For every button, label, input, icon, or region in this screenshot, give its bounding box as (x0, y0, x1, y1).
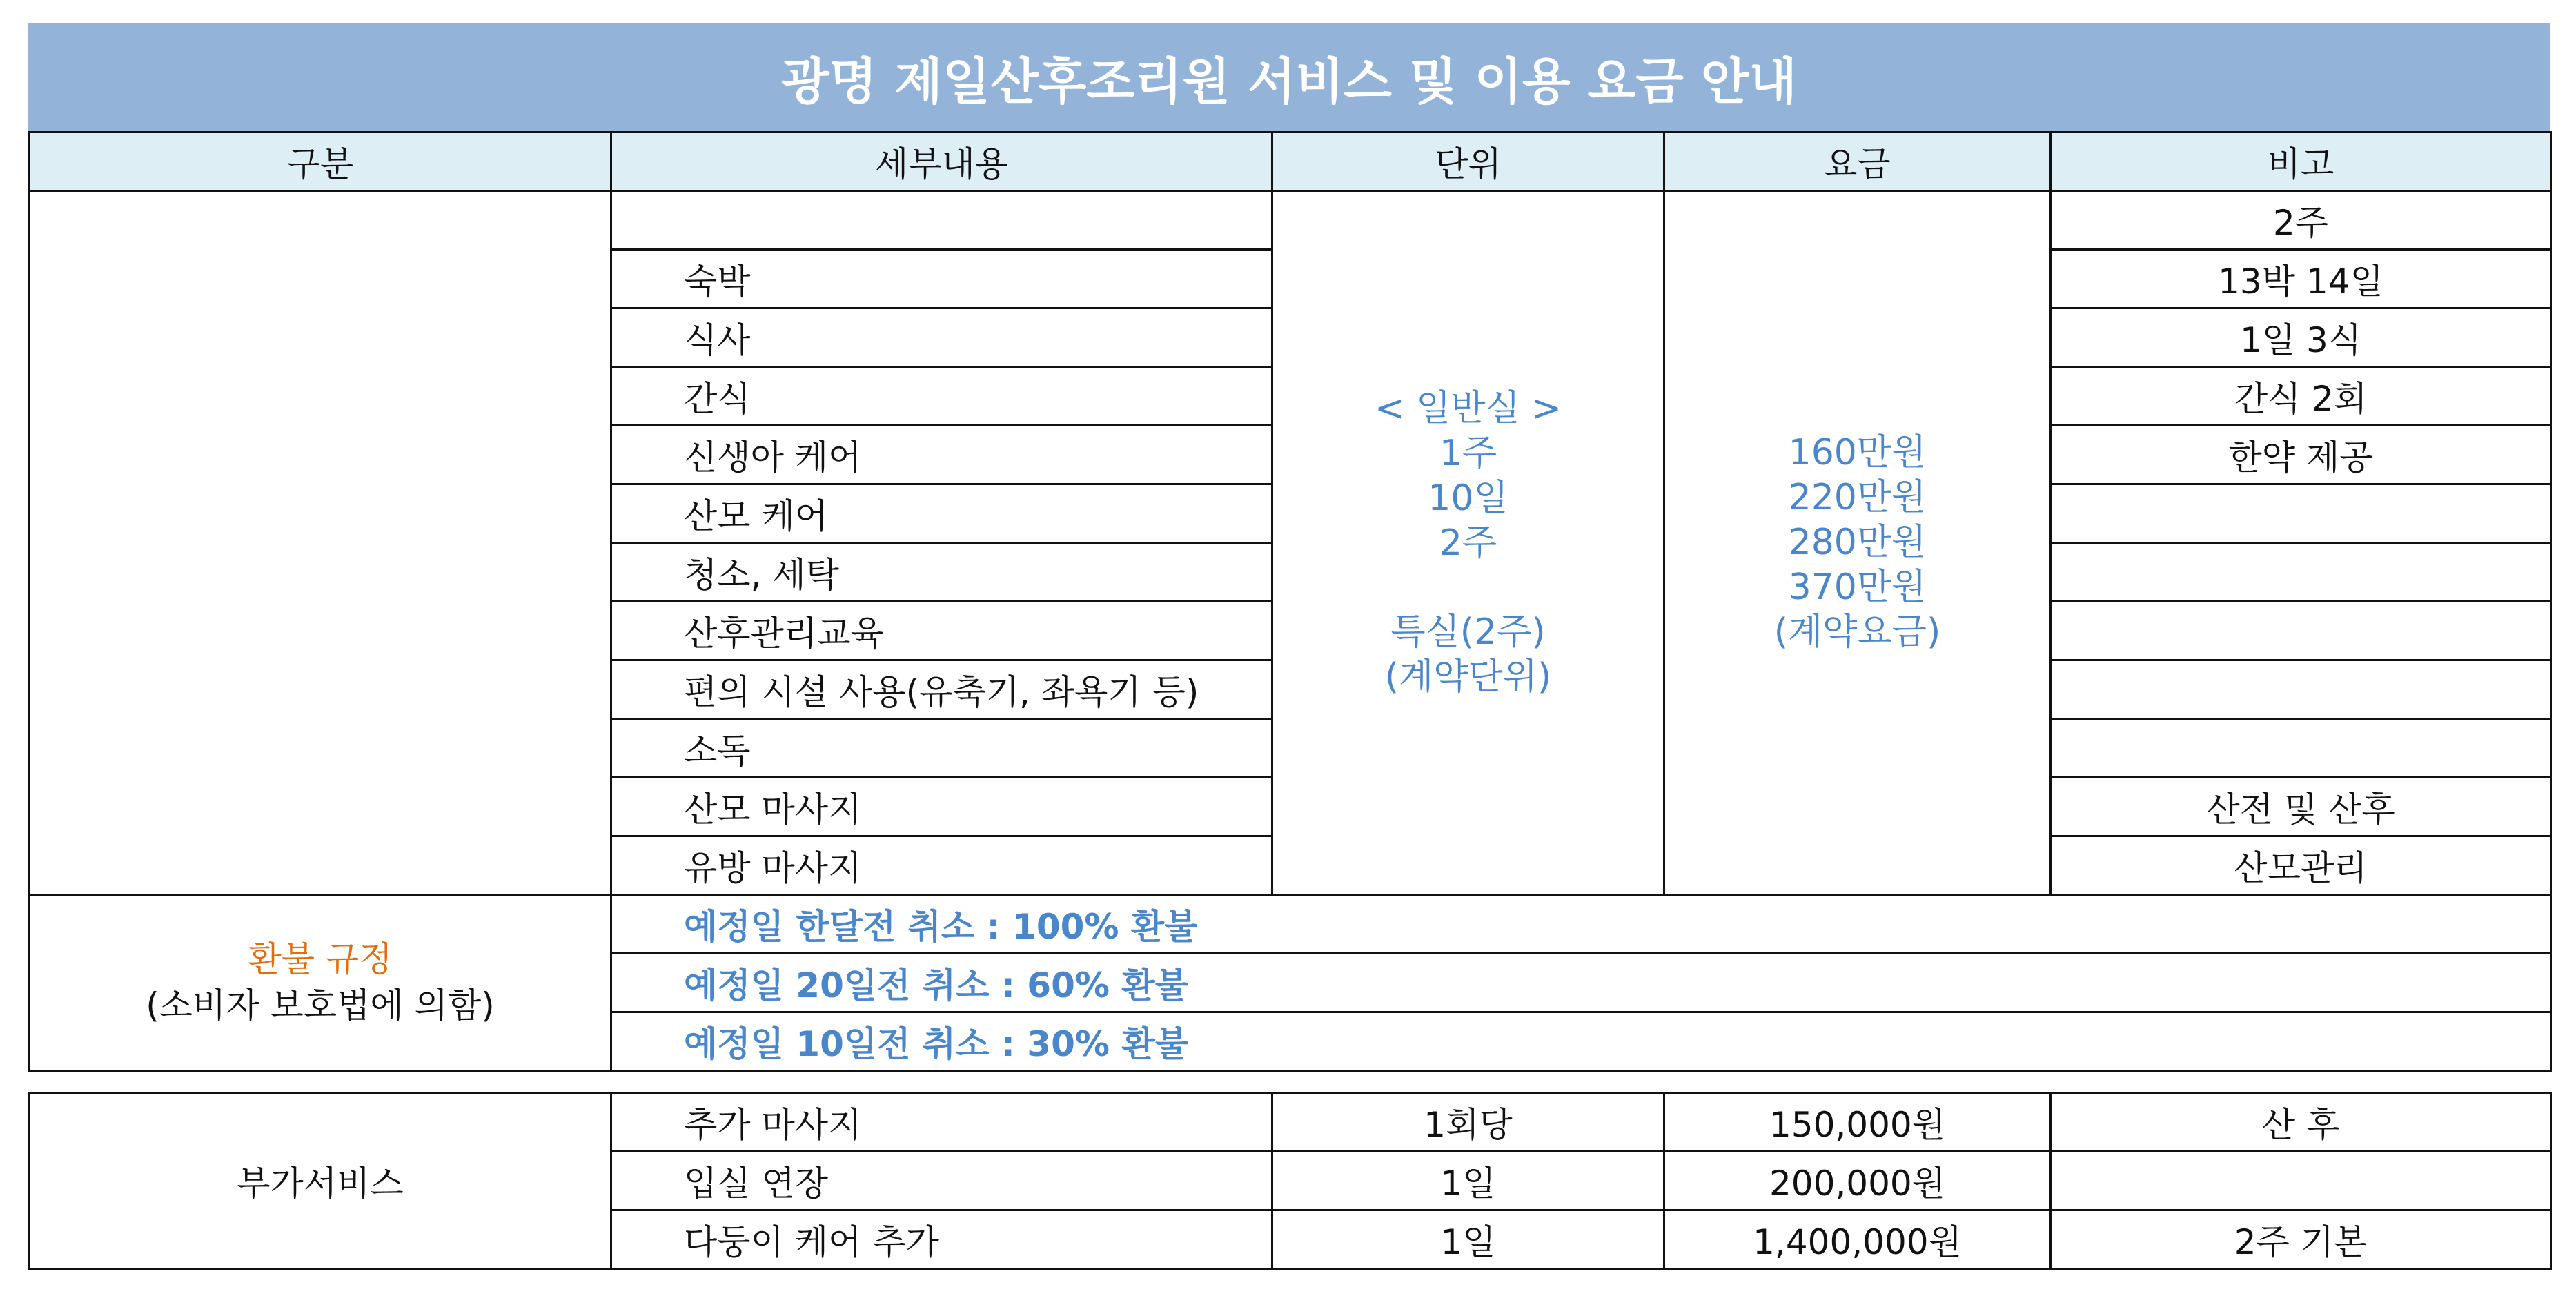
detail-cell: 산모 마사지 (611, 778, 1272, 836)
detail-cell: 유방 마사지 (611, 836, 1272, 895)
note-cell: 산전 및 산후 (2051, 778, 2551, 836)
unit-line: < 일반실 > (1375, 387, 1562, 429)
unit-cell: 1일 (1272, 1152, 1664, 1210)
extra-service-table (28, 1092, 2552, 1270)
refund-rule: 예정일 20일전 취소 : 60% 환불 (611, 954, 2551, 1012)
note-cell (2051, 660, 2551, 719)
note-cell: 2주 (2051, 191, 2551, 250)
price-cell: 150,000원 (1664, 1093, 2051, 1152)
unit-line: 10일 (1428, 477, 1508, 519)
detail-cell: 숙박 (611, 250, 1272, 308)
refund-title: 환불 규정 (248, 939, 393, 979)
note-cell (2051, 1152, 2551, 1210)
note-cell: 간식 2회 (2051, 367, 2551, 426)
unit-cell: 1일 (1272, 1210, 1664, 1269)
note-cell: 산 후 (2051, 1093, 2551, 1152)
unit-cell (1272, 191, 1664, 895)
refund-rule: 예정일 10일전 취소 : 30% 환불 (611, 1012, 2551, 1071)
header-note: 비고 (2051, 132, 2551, 191)
detail-cell: 산후관리교육 (611, 602, 1272, 660)
note-cell (2051, 719, 2551, 778)
detail-cell: 간식 (611, 367, 1272, 426)
refund-row (30, 895, 2551, 954)
category-cell (30, 191, 611, 895)
unit-line: 2주 (1439, 522, 1497, 564)
detail-cell: 신생아 케어 (611, 426, 1272, 484)
header-price: 요금 (1664, 132, 2051, 191)
unit-cell: 1회당 (1272, 1093, 1664, 1152)
unit-special-line: 특실(2주) (1390, 611, 1546, 653)
detail-cell: 소독 (611, 719, 1272, 778)
detail-cell: 입실 연장 (611, 1152, 1272, 1210)
unit-special-line: (계약단위) (1384, 656, 1552, 698)
detail-cell (611, 191, 1272, 250)
price-line: 220만원 (1788, 477, 1927, 518)
header-row (30, 132, 2551, 191)
detail-cell: 산모 케어 (611, 484, 1272, 543)
header-unit: 단위 (1272, 132, 1664, 191)
note-cell: 한약 제공 (2051, 426, 2551, 484)
table-row (30, 191, 2551, 250)
extra-category-cell: 부가서비스 (30, 1093, 611, 1269)
refund-subtitle: (소비자 보호법에 의함) (146, 985, 495, 1025)
detail-cell: 다둥이 케어 추가 (611, 1210, 1272, 1269)
price-line: (계약요금) (1773, 611, 1941, 653)
note-cell (2051, 602, 2551, 660)
price-cell (1664, 191, 2051, 895)
price-line: 280만원 (1788, 522, 1927, 563)
unit-line: 1주 (1439, 432, 1497, 474)
detail-cell: 추가 마사지 (611, 1093, 1272, 1152)
note-cell: 산모관리 (2051, 836, 2551, 895)
price-line: 160만원 (1788, 432, 1927, 473)
table-row (30, 1093, 2551, 1152)
price-line: 370만원 (1788, 567, 1927, 608)
detail-cell: 청소, 세탁 (611, 543, 1272, 602)
note-cell (2051, 543, 2551, 602)
note-cell: 13박 14일 (2051, 250, 2551, 308)
pricing-table (28, 131, 2552, 1072)
detail-cell: 식사 (611, 308, 1272, 367)
note-cell: 2주 기본 (2051, 1210, 2551, 1269)
note-cell: 1일 3식 (2051, 308, 2551, 367)
refund-rule: 예정일 한달전 취소 : 100% 환불 (611, 895, 2551, 954)
price-cell: 1,400,000원 (1664, 1210, 2051, 1269)
price-cell: 200,000원 (1664, 1152, 2051, 1210)
page-title: 광명 제일산후조리원 서비스 및 이용 요금 안내 (28, 23, 2550, 131)
refund-category-cell (30, 895, 611, 1071)
header-category: 구분 (30, 132, 611, 191)
detail-cell: 편의 시설 사용(유축기, 좌욕기 등) (611, 660, 1272, 719)
note-cell (2051, 484, 2551, 543)
header-detail: 세부내용 (611, 132, 1272, 191)
